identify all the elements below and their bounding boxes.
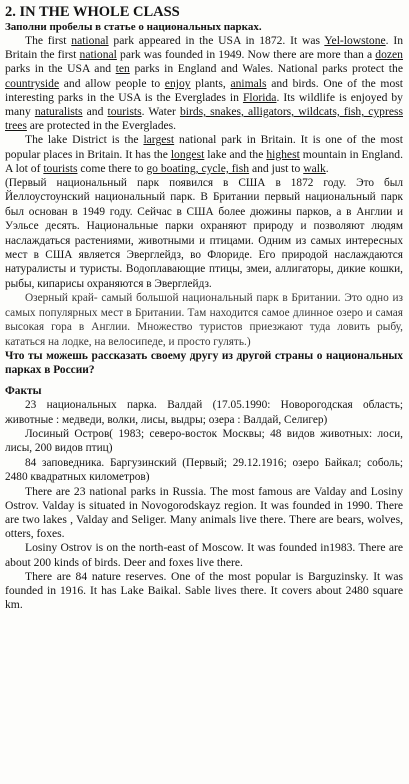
filled-word: national — [79, 48, 117, 62]
filled-word: Florida — [242, 90, 277, 104]
answer-paragraph: There are 23 national parks in Russia. The most famous are Valday and Losiny Ostrov. Valday is situated in Novogorodskayz region. It was founded in 1990. There are two lakes , Valday and Seliger. Many animals live there. There are bears, wolves, otters, foxes. — [5, 484, 403, 541]
filled-word: enjoy — [164, 76, 191, 90]
english-paragraph-2: The lake District is the largest national park in Britain. It is one of the most popular places in Britain. It has the longest lake and the highest mountain in England. A lot of tourists come there to go boating, cycle, fish and just to walk. — [5, 133, 403, 175]
section-heading: 2. IN THE WHOLE CLASS — [5, 4, 180, 20]
filled-word: countryside — [5, 76, 60, 90]
filled-word: largest — [143, 133, 175, 147]
facts-heading: Факты — [5, 384, 42, 397]
filled-word: longest — [170, 147, 205, 161]
filled-word: Yel-lowstone — [324, 34, 386, 47]
english-paragraph-1: The first national park appeared in the USA in 1872. It was Yel-lowstone. In Britain the first national park was founded in 1949. Now there are more than a dozen parks in the USA and ten parks in England and Wales. National parks protect the countryside and allow people to enjoy plants, animals and birds. One of the most interesting parks in the USA is the Everglades in Florida. Its wildlife is enjoyed by many naturalists and tourists. Water birds, snakes, alligators, wildcats, fish, cypress trees are protected in the Everglades. — [5, 34, 403, 133]
filled-word: ten — [115, 62, 130, 76]
filled-word: animals — [230, 76, 267, 90]
russian-paragraph-1: (Первый национальный парк появился в США в 1872 году. Это был Йеллоустоунский национальный парк. В Британии первый национальный парк был основан в 1949 году. Сейчас в США более дюжины парков, а в Англии и Уэльсе десять. Национальные парки охраняют природу и позволяют людям наслаждаться растениями, животными и птицами. Одним из самых интересных мест в США является Эверглейдз, во Флориде. Его природой наслаждаются натуралисты и туристы. Водоплавающие птицы, змеи, аллигаторы, дикие кошки, рыбы, кипарисы охраняются в Эверглейдз. — [5, 177, 403, 290]
filled-word: go boating, cycle, fish — [146, 161, 250, 175]
filled-word: national — [71, 34, 109, 47]
task-instruction: Заполни пробелы в статье о национальных парках. — [5, 21, 262, 33]
filled-word: walk — [303, 161, 326, 175]
filled-word: naturalists — [34, 105, 83, 119]
fact-item: 84 заповедника. Баргузинский (Первый; 29.12.1916; озеро Байкал; соболь; 2480 квадратных километров) — [5, 456, 403, 484]
filled-word: highest — [266, 147, 300, 161]
filled-word: birds, snakes, alligators, wildcats, fish, cypress trees — [5, 105, 403, 133]
russian-paragraph-2: Озерный край- самый большой национальный парк в Британии. Это одно из самых популярных мест в Британии. Там находится самое длинное озеро и самая высокая гора в Англии. Множество туристов приезжают туда ловить рыбу, кататься на лодке, на велосипеде, и просто гулять.) — [5, 292, 403, 348]
fact-item: Лосиный Остров( 1983; северо-восток Москвы; 48 видов животных: лоси, лисы, 200 видов птиц) — [5, 427, 403, 455]
fact-item: 23 национальных парка. Валдай (17.05.1990: Новорогодская область; животные : медведи, волки, лисы, выдры; озера : Валдай, Селигер) — [5, 399, 403, 426]
filled-word: dozen — [375, 48, 403, 62]
filled-word: tourists — [43, 161, 78, 175]
answer-paragraph: Losiny Ostrov is on the north-east of Moscow. It was founded in1983. There are about 200 kinds of birds. Deer and foxes live there. — [5, 541, 403, 569]
question: Что ты можешь рассказать своему другу из другой страны о национальных парках в России? — [5, 349, 403, 377]
filled-word: tourists — [107, 105, 142, 119]
answer-paragraph: There are 84 nature reserves. One of the most popular is Barguzinsky. It was founded in 1916. It has Lake Baikal. Sable lives there. It covers about 2480 square km. — [5, 569, 403, 612]
